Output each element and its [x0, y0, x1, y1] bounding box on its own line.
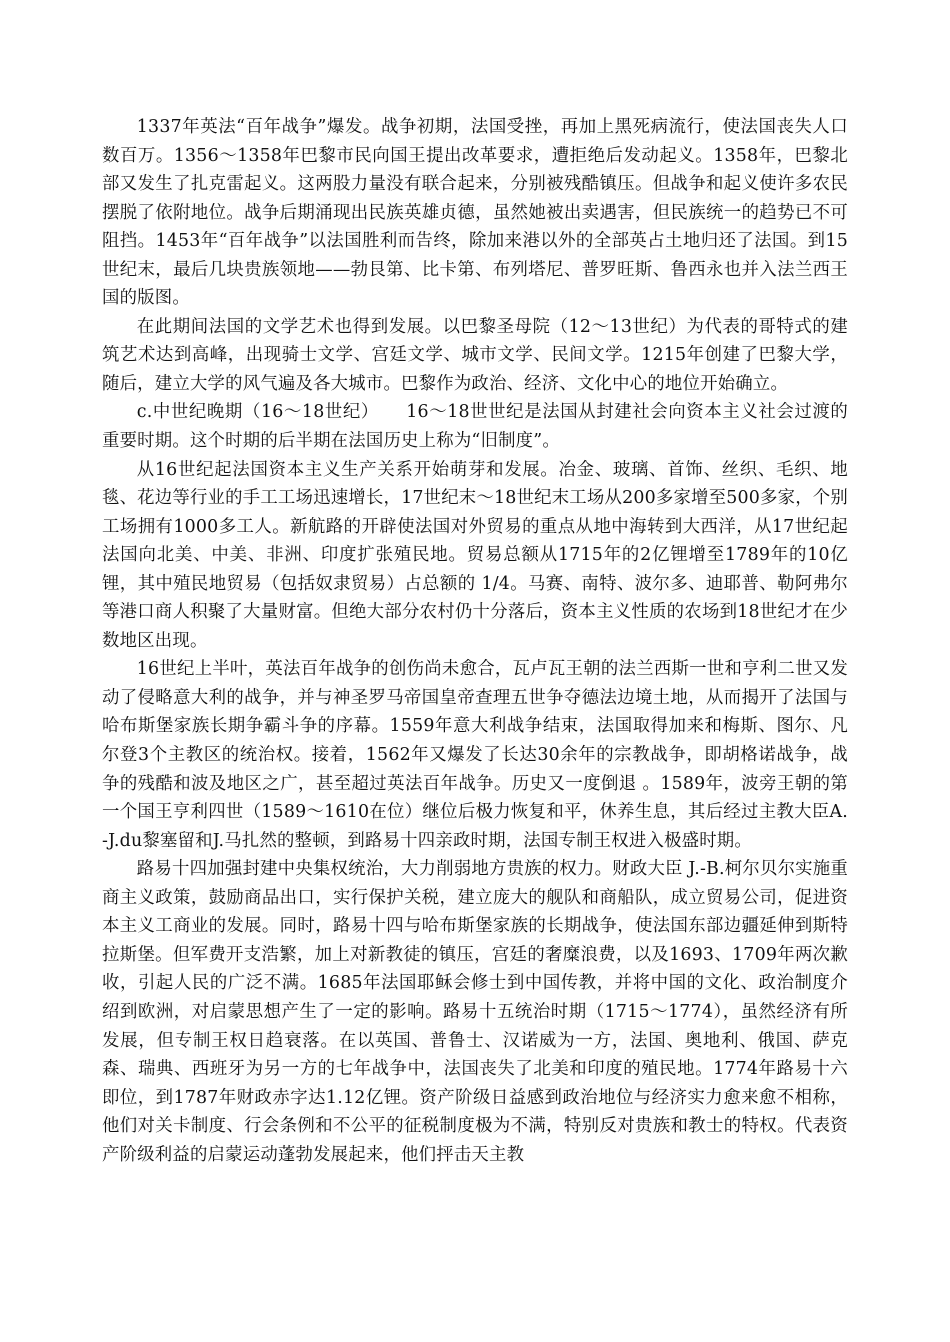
paragraph-capitalism-emergence: 从16世纪起法国资本主义生产关系开始萌芽和发展。冶金、玻璃、首饰、丝织、毛织、地毯、花边等行业的手工工场迅速增长，17世纪末～18世纪末工场从200多家增至500多家，个别工场拥有1000多工人。新航路的开辟使法国对外贸易的重点从地中海转到大西洋，从17世纪起法国向北美、中美、非洲、印度扩张殖民地。贸易总额从1715年的2亿锂增至1789年的10亿锂，其中殖民地贸易（包括奴隶贸易）占总额的 1/4。马赛、南特、波尔多、迪耶普、勒阿弗尔等港口商人积聚了大量财富。但绝大部分农村仍十分落后，资本主义性质的农场到18世纪才在少数地区出现。: [102, 459, 848, 651]
paragraph-louis-xiv: 路易十四加强封建中央集权统治，大力削弱地方贵族的权力。财政大臣 J.-B.柯尔贝尔实施重商主义政策，鼓励商品出口，实行保护关税，建立庞大的舰队和商船队，成立贸易公司，促进资本主义工商业的发展。同时，路易十四与哈布斯堡家族的长期战争，使法国东部边疆延伸到斯特拉斯堡。但军费开支浩繁，加上对新教徒的镇压，宫廷的奢糜浪费，以及1693、1709年两次歉收，引起人民的广泛不满。1685年法国耶稣会修士到中国传教，并将中国的文化、政治制度介绍到欧洲，对启蒙思想产生了一定的影响。路易十五统治时期（1715～1774），虽然经济有所发展，但专制王权日趋衰落。在以英国、普鲁士、汉诺威为一方，法国、奥地利、俄国、萨克森、瑞典、西班牙为另一方的七年战争中，法国丧失了北美和印度的殖民地。1774年路易十六即位，到1787年财政赤字达1.12亿锂。资产阶级日益感到政治地位与经济实力愈来愈不相称，他们对关卡制度、行会条例和不公平的征税制度极为不满，特别反对贵族和教士的特权。代表资产阶级利益的启蒙运动蓬勃发展起来，他们抨击天主教: [102, 859, 848, 1165]
paragraph-sixteenth-century-wars: 16世纪上半叶，英法百年战争的创伤尚未愈合，瓦卢瓦王朝的法兰西斯一世和亨利二世又发动了侵略意大利的战争，并与神圣罗马帝国皇帝查理五世争夺德法边境土地，从而揭开了法国与哈布斯堡家族长期争霸斗争的序幕。1559年意大利战争结束，法国取得加来和梅斯、图尔、凡尔登3个主教区的统治权。接着，1562年又爆发了长达30余年的宗教战争，即胡格诺战争，战争的残酷和波及地区之广，甚至超过英法百年战争。历史又一度倒退 。1589年，波旁王朝的第一个国王亨利四世（1589～1610在位）继位后极力恢复和平，休养生息，其后经过主教大臣A.-J.du黎塞留和J.马扎然的整顿，到路易十四亲政时期，法国专制王权进入极盛时期。: [102, 659, 848, 851]
paragraph-late-middle-ages: c.中世纪晚期（16～18世纪） 16～18世世纪是法国从封建社会向资本主义社会过渡的重要时期。这个时期的后半期在法国历史上称为“旧制度”。: [102, 402, 848, 452]
document-body: [102, 113, 848, 1169]
paragraph-literature-and-art: 在此期间法国的文学艺术也得到发展。以巴黎圣母院（12～13世纪）为代表的哥特式的建筑艺术达到高峰，出现骑士文学、宫廷文学、城市文学、民间文学。1215年创建了巴黎大学，随后，建立大学的风气遍及各大城市。巴黎作为政治、经济、文化中心的地位开始确立。: [102, 316, 848, 394]
paragraph-hundred-years-war: 1337年英法“百年战争”爆发。战争初期，法国受挫，再加上黑死病流行，使法国丧失人口数百万。1356～1358年巴黎市民向国王提出改革要求，遭拒绝后发动起义。1358年，巴黎北部又发生了扎克雷起义。这两股力量没有联合起来，分别被残酷镇压。但战争和起义使许多农民摆脱了依附地位。战争后期涌现出民族英雄贞德，虽然她被出卖遇害，但民族统一的趋势已不可阻挡。1453年“百年战争”以法国胜利而告终，除加来港以外的全部英占土地归还了法国。到15世纪末，最后几块贵族领地——勃艮第、比卡第、布列塔尼、普罗旺斯、鲁西永也并入法兰西王国的版图。: [102, 117, 848, 309]
